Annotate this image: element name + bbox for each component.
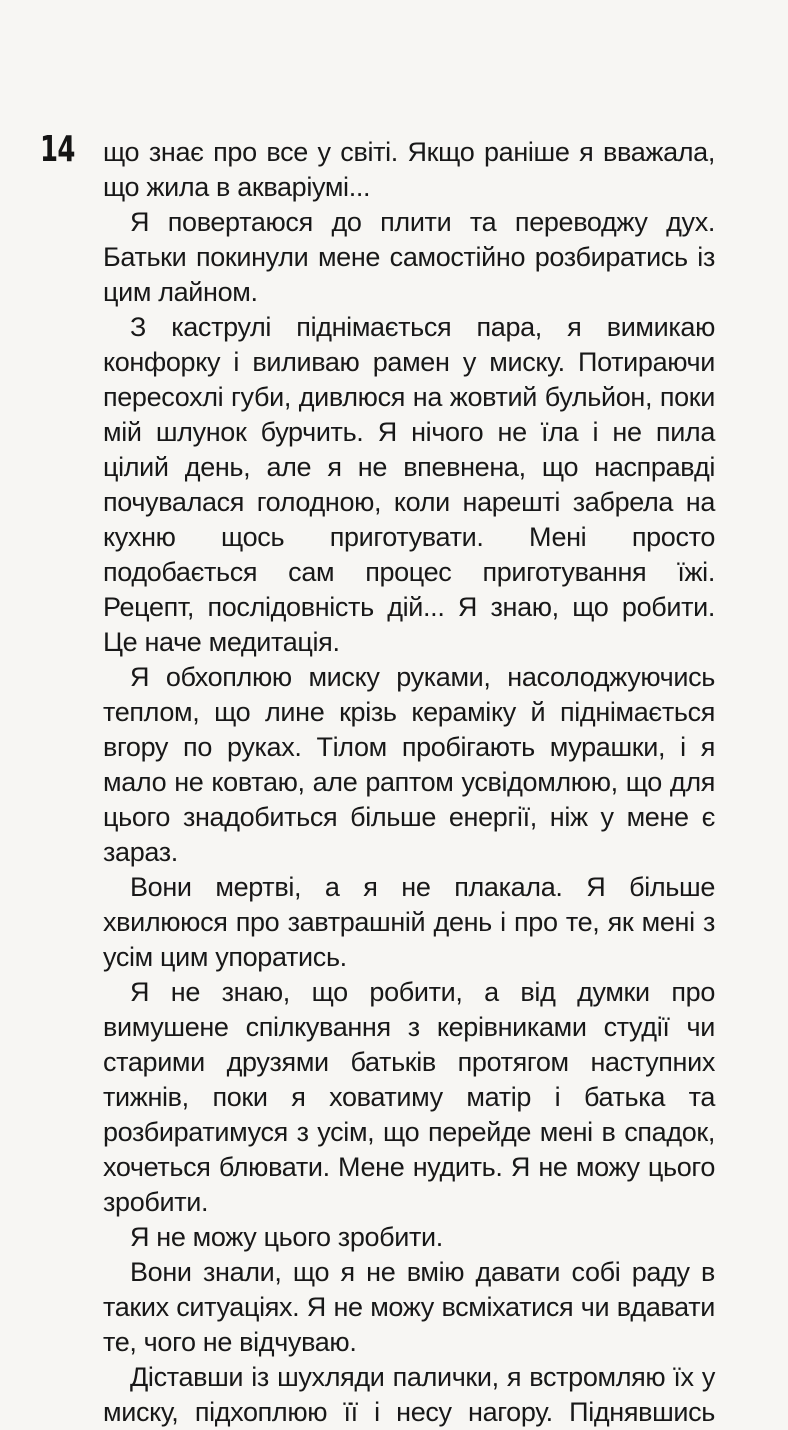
- paragraph: Я не можу цього зробити.: [130, 1222, 443, 1252]
- paragraph: Я обхоплюю миску руками, насолоджуючись теплом, що лине крізь кераміку й піднімається вгору по руках. Тілом пробігають мурашки, і я мало не ковтаю, але раптом усвідомлюю, що для цього знадобиться більше енергії, ніж у мене є зараз.: [103, 662, 715, 867]
- paragraph: З каструлі піднімається пара, я вимикаю конфорку і виливаю рамен у миску. Потираючи пересохлі губи, дивлюся на жовтий бульйон, поки мій шлунок бурчить. Я нічого не їла і не пила цілий день, але я не впевнена, що насправді почувалася голодною, коли нарешті забрела на кухню щось приготувати. Мені просто подобається сам процес приготування їжі. Рецепт, послідовність дій... Я знаю, що робити. Це наче медитація.: [103, 312, 715, 657]
- paragraph: що знає про все у світі. Якщо раніше я вважала, що жила в акваріумі...: [103, 137, 715, 202]
- paragraph: Я повертаюся до плити та переводжу дух. Батьки покинули мене самостійно розбиратись із цим лайном.: [103, 207, 715, 307]
- paragraph: Я не знаю, що робити, а від думки про вимушене спілкування з керівниками студії чи старими друзями батьків протягом наступних тижнів, поки я ховатиму матір і батька та розбиратимуся з усім, що перейде мені в спадок, хочеться блювати. Мене нудить. Я не можу цього зробити.: [103, 977, 715, 1217]
- paragraph: Діставши із шухляди палички, я встромляю їх у миску, підхоплюю її і несу нагору. Піднявшись: [103, 1362, 715, 1427]
- page-number: 14: [40, 129, 75, 170]
- body-text: [103, 135, 715, 1430]
- paragraph: Вони знали, що я не вмію давати собі раду в таких ситуаціях. Я не можу всміхатися чи вдавати те, чого не відчуваю.: [103, 1257, 715, 1357]
- paragraph: Вони мертві, а я не плакала. Я більше хвилююся про завтрашній день і про те, як мені з усім цим упоратись.: [103, 872, 715, 972]
